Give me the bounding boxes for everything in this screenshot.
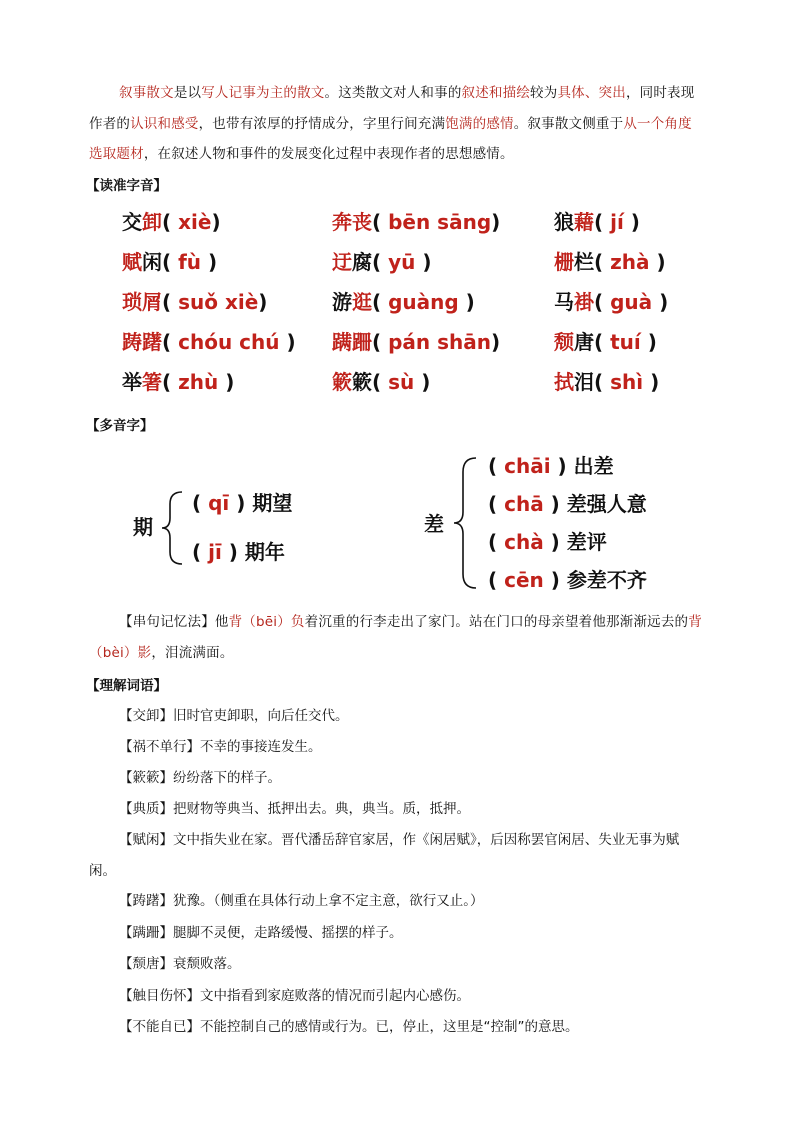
close-paren: )	[225, 370, 235, 394]
polyphone-reading	[488, 527, 607, 557]
close-paren: )	[550, 530, 560, 554]
highlight-text: 具体、突出	[557, 85, 626, 101]
pronunciation-item	[122, 364, 234, 400]
text-segment: 【串句记忆法】他	[119, 614, 229, 630]
word-char: 褂	[574, 290, 594, 314]
word-char: 举	[122, 370, 142, 394]
pronunciation-row	[122, 364, 702, 400]
open-paren: (	[162, 370, 172, 394]
pronunciation-item	[122, 204, 221, 240]
brace-icon	[452, 456, 478, 590]
text-segment: ，泪流满面。	[151, 645, 234, 661]
close-paren: )	[491, 210, 501, 234]
definition-term: 【簌簌】	[119, 770, 173, 786]
definition-text: 衰颓败落。	[173, 956, 241, 972]
text-segment: 。叙事散文侧重于	[513, 115, 624, 132]
open-paren: (	[162, 210, 172, 234]
word-text: 期年	[237, 540, 285, 564]
pinyin-text: xiè	[171, 210, 212, 234]
open-paren: (	[162, 290, 172, 314]
highlight-text: 写人记事为主的散文	[201, 85, 325, 101]
definition-text: 旧时官吏卸职，向后任交代。	[173, 708, 349, 724]
pronunciation-item	[332, 364, 430, 400]
close-paren: )	[491, 330, 501, 354]
highlight-text: 背（bèi）影	[89, 614, 702, 661]
word-char: 逛	[352, 290, 372, 314]
pinyin-text: chāi	[497, 454, 558, 478]
definition-item	[89, 891, 705, 911]
pronunciation-item	[554, 364, 659, 400]
definition-text: 不能控制自己的感情或行为。已，停止，这里是“控制”的意思。	[200, 1019, 579, 1035]
word-char: 跚	[352, 330, 372, 354]
word-char: 丧	[352, 210, 372, 234]
close-paren: )	[630, 210, 640, 234]
close-paren: )	[647, 330, 657, 354]
polyphone-reading	[488, 489, 647, 519]
text-segment: 着沉重的行李走出了家门。站在门口的母亲望着他那渐渐远去的	[304, 614, 689, 630]
definition-term: 【祸不单行】	[119, 739, 200, 755]
pinyin-text: zhà	[603, 250, 657, 274]
definition-term: 【触目伤怀】	[119, 988, 200, 1004]
section-header-vocabulary: 【理解词语】	[86, 678, 167, 694]
definition-item	[89, 768, 705, 788]
word-char: 卸	[142, 210, 162, 234]
close-paren: )	[465, 290, 475, 314]
word-char: 奔	[332, 210, 352, 234]
open-paren: (	[162, 330, 172, 354]
word-char: 游	[332, 290, 352, 314]
close-paren: )	[422, 250, 432, 274]
close-paren: )	[211, 210, 221, 234]
close-paren: )	[421, 370, 431, 394]
close-paren: )	[557, 454, 567, 478]
definition-item	[89, 954, 705, 974]
definition-term: 【蹒跚】	[119, 925, 173, 941]
close-paren: )	[228, 540, 238, 564]
open-paren: (	[594, 210, 604, 234]
pinyin-text: guà	[603, 290, 660, 314]
open-paren: (	[488, 530, 498, 554]
text-segment: 是以	[173, 85, 202, 101]
open-paren: (	[594, 330, 604, 354]
close-paren: )	[208, 250, 218, 274]
open-paren: (	[192, 491, 202, 515]
definition-term: 【不能自已】	[119, 1019, 200, 1035]
pronunciation-item	[332, 284, 475, 320]
word-text: 出差	[566, 454, 614, 478]
word-text: 期望	[245, 491, 293, 515]
word-char: 屑	[142, 290, 162, 314]
open-paren: (	[594, 250, 604, 274]
polyphone-reading	[488, 451, 614, 481]
definition-text: 腿脚不灵便，走路缓慢、摇摆的样子。	[173, 925, 403, 941]
word-char: 迂	[332, 250, 352, 274]
pronunciation-item	[554, 244, 666, 280]
pronunciation-row	[122, 324, 702, 360]
section-header-pronunciation: 【读准字音】	[86, 178, 167, 194]
close-paren: )	[650, 370, 660, 394]
text-segment: ，在叙述人物和事件的发展变化过程中表现作者的思想感情。	[143, 146, 514, 162]
open-paren: (	[372, 210, 382, 234]
pronunciation-item	[122, 284, 267, 320]
pronunciation-item	[554, 284, 668, 320]
definition-item	[89, 706, 705, 726]
definition-text: 文中指失业在家。晋代潘岳辞官家居，作《闲居赋》，后因称罢官闲居、失业无事为赋闲。	[89, 832, 680, 879]
pinyin-text: cēn	[497, 568, 551, 592]
pronunciation-item	[122, 324, 296, 360]
text-segment: 较为	[530, 85, 558, 101]
word-char: 拭	[554, 370, 574, 394]
definition-item	[89, 923, 705, 943]
pinyin-text: guàng	[381, 290, 466, 314]
definition-item	[89, 737, 705, 757]
pinyin-text: pán shān	[381, 330, 491, 354]
word-char: 栏	[574, 250, 594, 274]
pronunciation-row	[122, 204, 702, 240]
brace-icon	[160, 490, 184, 566]
word-text: 参差不齐	[559, 568, 647, 592]
definition-term: 【踌躇】	[119, 893, 173, 909]
pinyin-text: chà	[497, 530, 551, 554]
word-char: 马	[554, 290, 574, 314]
word-char: 颓	[554, 330, 574, 354]
pinyin-text: qī	[201, 491, 237, 515]
pinyin-text: jī	[201, 540, 229, 564]
highlight-text: 饱满的感情	[445, 115, 514, 132]
open-paren: (	[372, 250, 382, 274]
word-text: 差评	[559, 530, 607, 554]
pronunciation-row	[122, 284, 702, 320]
definition-term: 【颓唐】	[119, 956, 173, 972]
polyphone-reading	[192, 488, 292, 518]
close-paren: )	[656, 250, 666, 274]
pronunciation-item	[122, 244, 217, 280]
word-char: 踌	[122, 330, 142, 354]
close-paren: )	[236, 491, 246, 515]
close-paren: )	[659, 290, 669, 314]
definition-text: 纷纷落下的样子。	[173, 770, 281, 786]
pronunciation-item	[554, 324, 657, 360]
definition-term: 【典质】	[119, 801, 173, 817]
close-paren: )	[550, 568, 560, 592]
word-char: 簌	[332, 370, 352, 394]
definition-text: 犹豫。（侧重在具体行动上拿不定主意，欲行又止。）	[173, 893, 484, 909]
pinyin-text: shì	[603, 370, 651, 394]
definition-text: 把财物等典当、抵押出去。典，典当。质，抵押。	[173, 801, 470, 817]
highlight-text: 叙述和描绘	[461, 85, 531, 101]
pronunciation-item	[332, 324, 500, 360]
intro-paragraph	[89, 78, 705, 170]
pronunciation-item	[332, 244, 431, 280]
definition-item	[89, 799, 705, 819]
word-char: 藉	[574, 210, 594, 234]
pinyin-text: fù	[171, 250, 209, 274]
pinyin-text: yū	[381, 250, 423, 274]
open-paren: (	[488, 568, 498, 592]
open-paren: (	[192, 540, 202, 564]
pinyin-text: zhù	[171, 370, 226, 394]
open-paren: (	[372, 370, 382, 394]
word-char: 赋	[122, 250, 142, 274]
word-char: 簌	[352, 370, 372, 394]
word-char: 躇	[142, 330, 162, 354]
text-segment: ，同时表现作者的	[89, 85, 695, 132]
word-char: 唐	[574, 330, 594, 354]
highlight-text: 认识和感受	[130, 115, 199, 132]
word-char: 交	[122, 210, 142, 234]
polyphone-char-cha: 差	[424, 512, 444, 536]
open-paren: (	[488, 492, 498, 516]
open-paren: (	[372, 290, 382, 314]
word-char: 蹒	[332, 330, 352, 354]
close-paren: )	[286, 330, 296, 354]
pinyin-text: sù	[381, 370, 422, 394]
pronunciation-item	[332, 204, 500, 240]
word-char: 闲	[142, 250, 162, 274]
definition-term: 【赋闲】	[119, 832, 173, 848]
memory-paragraph	[89, 607, 705, 669]
highlight-text: 叙事散文	[119, 85, 174, 101]
pronunciation-row	[122, 244, 702, 280]
pronunciation-item	[554, 204, 640, 240]
close-paren: )	[258, 290, 268, 314]
text-segment: 。这类散文对人和事的	[324, 85, 462, 101]
pinyin-text: tuí	[603, 330, 648, 354]
open-paren: (	[372, 330, 382, 354]
polyphone-reading	[192, 537, 285, 567]
open-paren: (	[594, 290, 604, 314]
definition-item	[89, 825, 705, 886]
word-char: 狼	[554, 210, 574, 234]
highlight-text: 背（bēi）负	[228, 614, 305, 630]
polyphone-reading	[488, 565, 647, 595]
pinyin-text: bēn sāng	[381, 210, 492, 234]
word-char: 栅	[554, 250, 574, 274]
definition-item	[89, 986, 705, 1006]
text-segment: ，也带有浓厚的抒情成分，字里行间充满	[198, 115, 446, 132]
definition-text: 不幸的事接连发生。	[200, 739, 322, 755]
polyphone-char-qi: 期	[133, 515, 153, 539]
definition-text: 文中指看到家庭败落的情况而引起内心感伤。	[200, 988, 470, 1004]
close-paren: )	[550, 492, 560, 516]
word-text: 差强人意	[559, 492, 647, 516]
pinyin-text: suǒ xiè	[171, 290, 259, 314]
word-char: 箸	[142, 370, 162, 394]
pinyin-text: chā	[497, 492, 551, 516]
open-paren: (	[488, 454, 498, 478]
pinyin-text: chóu chú	[171, 330, 287, 354]
word-char: 腐	[352, 250, 372, 274]
definition-item	[89, 1017, 705, 1037]
word-char: 泪	[574, 370, 594, 394]
highlight-text: 从一个角度选取题材	[89, 115, 692, 162]
pinyin-text: jí	[603, 210, 631, 234]
open-paren: (	[594, 370, 604, 394]
definition-term: 【交卸】	[119, 708, 173, 724]
word-char: 琐	[122, 290, 142, 314]
section-header-polyphone: 【多音字】	[86, 418, 154, 434]
open-paren: (	[162, 250, 172, 274]
